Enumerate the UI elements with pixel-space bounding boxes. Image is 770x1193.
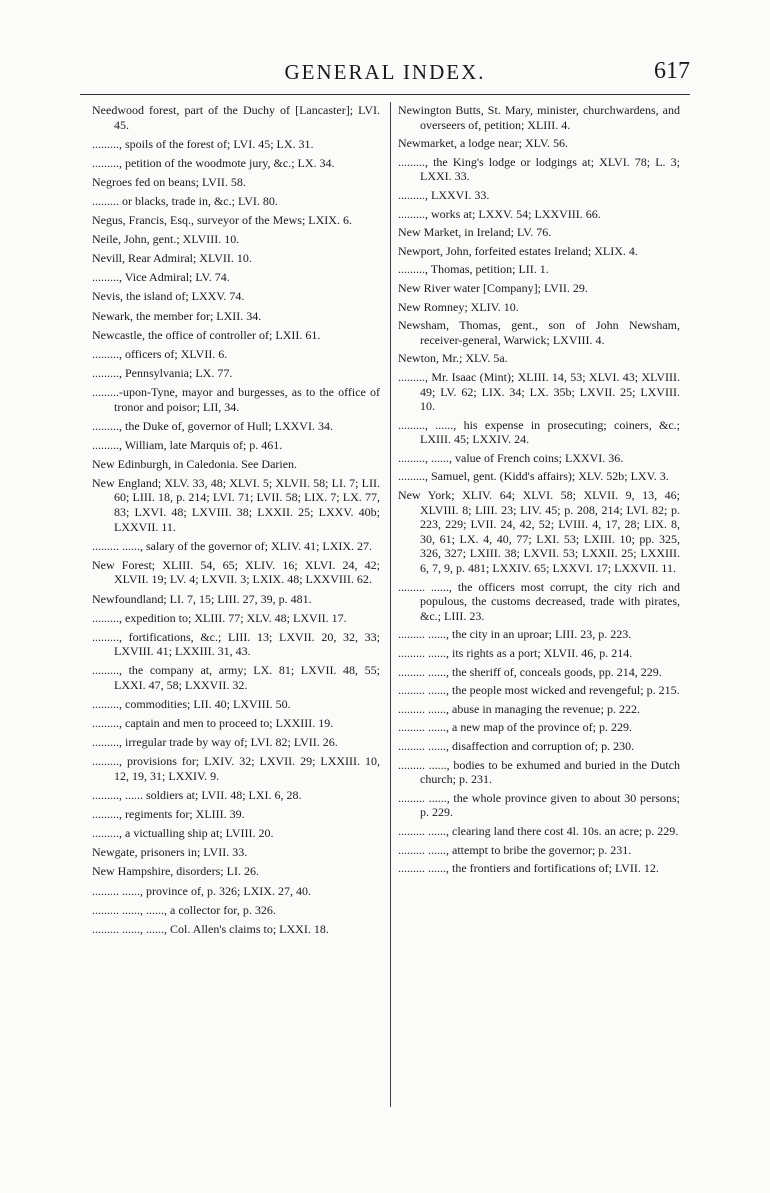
page-number: 617 <box>654 58 690 84</box>
index-entry: Newfoundland; LI. 7, 15; LIII. 27, 39, p. 481. <box>92 591 312 606</box>
index-entry: ........., the King's lodge or lodgings at; XLVI. 78; L. 3; LXXI. 33. <box>398 154 680 184</box>
index-entry: Newmarket, a lodge near; XLV. 56. <box>398 136 568 151</box>
index-entry: Negus, Francis, Esq., surveyor of the Mews; LXIX. 6. <box>92 213 352 228</box>
index-entry: ........., ......, value of French coins; LXXVI. 36. <box>398 450 624 465</box>
index-entry: ........., captain and men to proceed to; LXXIII. 19. <box>92 716 334 731</box>
index-entry: ........., LXXVI. 33. <box>398 187 490 202</box>
index-entry: ......... ......, a new map of the province of; p. 229. <box>398 720 632 735</box>
header-rule <box>80 94 690 95</box>
index-entry: ........., irregular trade by way of; LVI. 82; LVII. 26. <box>92 735 338 750</box>
index-entry: ......... ......, the officers most corrupt, the city rich and populous, the customs decreased, trade with pirates, &c.; LIII. 23. <box>398 579 680 623</box>
index-entry: ........., Vice Admiral; LV. 74. <box>92 270 230 285</box>
index-entry: .........-upon-Tyne, mayor and burgesses, as to the office of tronor and poisor; LII, 34. <box>92 384 380 414</box>
index-entry: Newsham, Thomas, gent., son of John Newsham, receiver-general, Warwick; LXVIII. 4. <box>398 318 680 347</box>
index-entry: ......... ......, province of, p. 326; LXIX. 27, 40. <box>92 883 311 898</box>
index-entry: Newton, Mr.; XLV. 5a. <box>398 351 508 366</box>
index-entry: ........., regiments for; XLIII. 39. <box>92 807 245 822</box>
index-entry: ........., expedition to; XLIII. 77; XLV. 48; LXVII. 17. <box>92 610 347 625</box>
index-entry: ......... ......, abuse in managing the revenue; p. 222. <box>398 701 640 716</box>
index-entry: Needwood forest, part of the Duchy of [Lancaster]; LVI. 45. <box>92 103 380 132</box>
index-entry: ......... ......, the frontiers and fortifications of; LVII. 12. <box>398 861 659 876</box>
index-entry: Nevill, Rear Admiral; XLVII. 10. <box>92 251 252 266</box>
index-entry: Newark, the member for; LXII. 34. <box>92 308 262 323</box>
index-entry: ........., Thomas, petition; LII. 1. <box>398 262 549 277</box>
index-entry: Negroes fed on beans; LVII. 58. <box>92 174 246 189</box>
index-entry: ........., William, late Marquis of; p. 461. <box>92 437 283 452</box>
index-entry: ........., works at; LXXV. 54; LXXVIII. 66. <box>398 206 601 221</box>
index-entry: ........., officers of; XLVII. 6. <box>92 346 228 361</box>
index-entry: ........., Mr. Isaac (Mint); XLIII. 14, 53; XLVI. 43; XLVIII. 49; LV. 62; LIX. 34; LX. 35b; LXVII. 25; LXVIII. 10. <box>398 369 680 414</box>
index-entry: ......... ......, disaffection and corruption of; p. 230. <box>398 738 635 753</box>
index-entry: ......... ......, clearing land there cost 4l. 10s. an acre; p. 229. <box>398 823 679 838</box>
index-entry: Newcastle, the office of controller of; LXII. 61. <box>92 327 321 342</box>
index-entry: ......... ......, the people most wicked and revengeful; p. 215. <box>398 683 680 698</box>
index-entry: ........., Pennsylvania; LX. 77. <box>92 365 233 380</box>
index-entry: New Forest; XLIII. 54, 65; XLIV. 16; XLVI. 24, 42; XLVII. 19; LV. 4; LXVII. 3; LXIX. 48; LXXVIII. 62. <box>92 557 380 587</box>
index-entry: Newport, John, forfeited estates Ireland; XLIX. 4. <box>398 243 638 258</box>
index-entry: New England; XLV. 33, 48; XLVI. 5; XLVII. 58; LI. 7; LII. 60; LIII. 18, p. 214; LVI. 71; LVII. 58; LIX. 7; LX. 77, 83; LXVI. 48; LXVIII. 38; LXXII. 25; LXXV. 40b; LXXVII. 11. <box>92 475 380 534</box>
index-entry: New Romney; XLIV. 10. <box>398 299 519 314</box>
index-entry: New Hampshire, disorders; LI. 26. <box>92 864 259 879</box>
index-entry: ........., ...... soldiers at; LVII. 48; LXI. 6, 28. <box>92 788 302 803</box>
page-header <box>80 58 690 94</box>
left-column <box>92 103 380 941</box>
index-entry: ........., the company at, army; LX. 81; LXVII. 48, 55; LXXI. 47, 58; LXXVII. 32. <box>92 663 380 692</box>
index-entry: ......... ......, bodies to be exhumed and buried in the Dutch church; p. 231. <box>398 757 680 787</box>
index-entry: New River water [Company]; LVII. 29. <box>398 280 588 295</box>
index-entry: ......... ......, attempt to bribe the governor; p. 231. <box>398 842 632 857</box>
index-entry: ......... ......, ......, a collector for, p. 326. <box>92 902 276 917</box>
index-entry: Nevis, the island of; LXXV. 74. <box>92 289 245 304</box>
index-entry: ........., spoils of the forest of; LVI. 45; LX. 31. <box>92 136 314 151</box>
index-entry: ......... ......, its rights as a port; XLVII. 46, p. 214. <box>398 646 633 660</box>
index-entry: ........., a victualling ship at; LVIII. 20. <box>92 826 274 841</box>
index-entry: New Market, in Ireland; LV. 76. <box>398 225 552 240</box>
index-entry: ......... ......, salary of the governor of; XLIV. 41; LXIX. 27. <box>92 538 373 553</box>
index-entry: ......... ......, ......, Col. Allen's claims to; LXXI. 18. <box>92 921 329 936</box>
right-column <box>398 103 680 880</box>
index-entry: New Edinburgh, in Caledonia. See Darien. <box>92 456 298 471</box>
index-entry: Neile, John, gent.; XLVIII. 10. <box>92 232 240 247</box>
column-divider <box>390 102 391 1107</box>
index-entry: ......... or blacks, trade in, &c.; LVI. 80. <box>92 193 278 208</box>
index-entry: ......... ......, the sheriff of, conceals goods, pp. 214, 229. <box>398 664 662 679</box>
index-entry: Newington Butts, St. Mary, minister, churchwardens, and overseers of, petition; XLIII. 4. <box>398 103 680 132</box>
index-entry: ........., Samuel, gent. (Kidd's affairs); XLV. 52b; LXV. 3. <box>398 469 669 484</box>
index-entry: ........., petition of the woodmote jury, &c.; LX. 34. <box>92 155 335 170</box>
index-entry: ........., ......, his expense in prosecuting; coiners, &c.; LXIII. 45; LXXIV. 24. <box>398 417 680 447</box>
index-entry: ........., provisions for; LXIV. 32; LXVII. 29; LXXIII. 10, 12, 19, 31; LXXIV. 9. <box>92 754 380 783</box>
index-entry: ........., fortifications, &c.; LIII. 13; LXVII. 20, 32, 33; LXVIII. 41; LXXIII. 31, 43. <box>92 629 380 659</box>
index-entry: ......... ......, the whole province given to about 30 persons; p. 229. <box>398 790 680 820</box>
index-entry: ......... ......, the city in an uproar; LIII. 23, p. 223. <box>398 627 632 642</box>
index-entry: New York; XLIV. 64; XLVI. 58; XLVII. 9, 13, 46; XLVIII. 8; LIII. 23; LIV. 45; p. 208, 214; LVI. 82; p. 223, 229; LVII. 24, 42, 52; LVIII. 4, 17, 28; LIX. 8, 30, 61; LX. 4, 40, 77; LXI. 53; LXIII. 10; pp. 325, 326, 327; LXIII. 38; LXVII. 53; LXXII. 25; LXXIII. 6, 7, 9, p. 481; LXXIV. 65; LXXVI. 17; LXXVII. 11. <box>398 488 680 576</box>
page-title: GENERAL INDEX. <box>284 60 486 84</box>
index-entry: ........., commodities; LII. 40; LXVIII. 50. <box>92 697 291 712</box>
index-entry: ........., the Duke of, governor of Hull; LXXVI. 34. <box>92 418 333 433</box>
index-entry: Newgate, prisoners in; LVII. 33. <box>92 845 248 860</box>
